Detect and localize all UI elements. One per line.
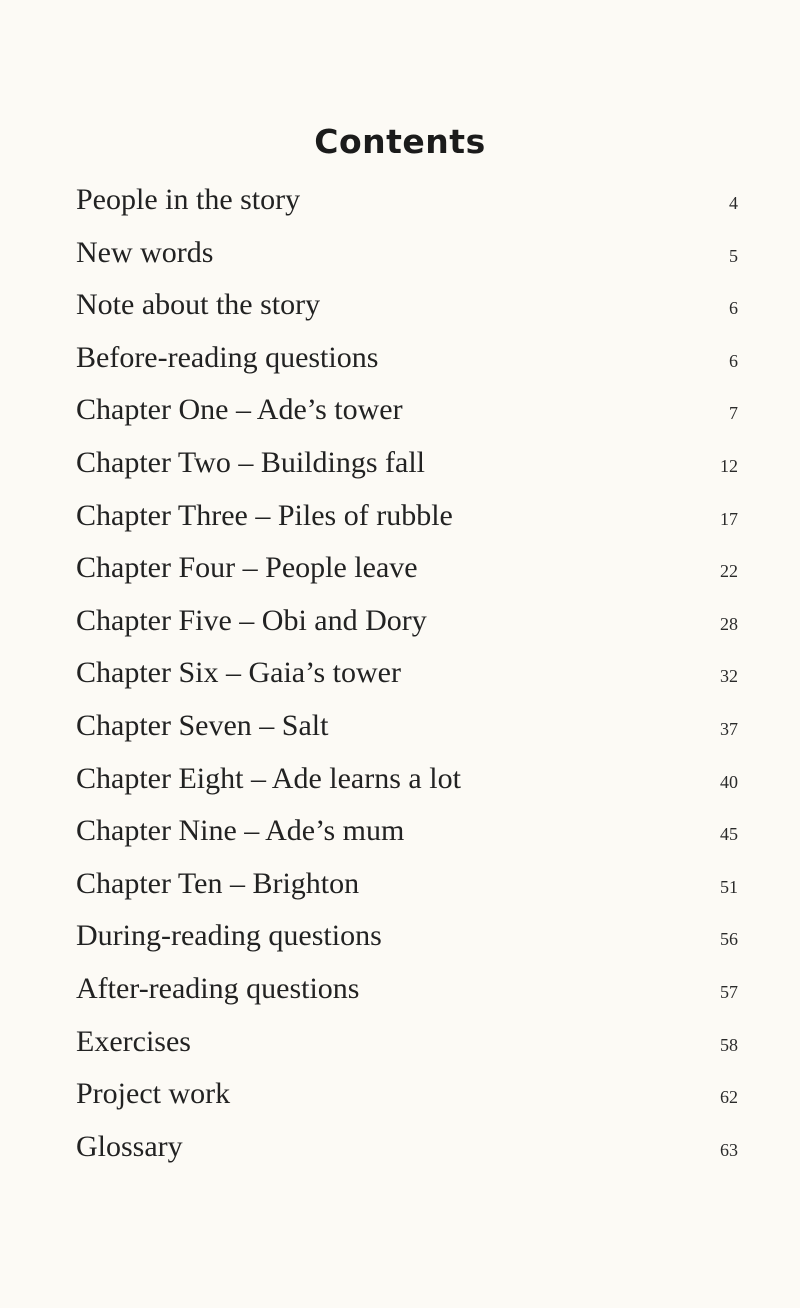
toc-entry-title: Chapter Ten – Brighton	[76, 866, 360, 900]
toc-entry-title: New words	[76, 235, 214, 269]
toc-entry-page: 4	[729, 193, 738, 213]
toc-entry-page: 7	[729, 403, 738, 424]
toc-entry[interactable]	[76, 174, 740, 227]
toc-entry-title: Chapter Two – Buildings fall	[76, 445, 425, 479]
toc-entry-page: 63	[720, 1139, 738, 1160]
toc-entry[interactable]	[76, 542, 740, 595]
toc-entry-page: 12	[720, 455, 738, 476]
toc-entry-page: 37	[720, 718, 738, 739]
toc-entry-title: Before-reading questions	[76, 340, 379, 374]
toc-entry-title: Chapter Six – Gaia’s tower	[76, 656, 401, 690]
toc-entry[interactable]	[76, 963, 740, 1016]
toc-entry[interactable]	[76, 700, 740, 753]
toc-entry-title: Chapter Nine – Ade’s mum	[76, 814, 405, 848]
toc-entry-page: 51	[720, 876, 738, 897]
toc-entry-title: Exercises	[76, 1024, 191, 1058]
toc-entry-title: Project work	[76, 1077, 231, 1111]
toc-entry[interactable]	[76, 910, 740, 963]
toc-entry-page: 62	[720, 1087, 738, 1108]
toc-entry-title: After-reading questions	[76, 971, 360, 1005]
toc-entry-page: 57	[720, 981, 738, 1002]
toc-entry[interactable]	[76, 1121, 740, 1174]
toc-entry[interactable]	[76, 1016, 740, 1069]
toc-entry-page: 56	[720, 929, 738, 950]
toc-entry-page: 32	[720, 666, 738, 687]
toc-entry-title: Glossary	[76, 1129, 183, 1163]
toc-entry-title: Chapter One – Ade’s tower	[76, 393, 403, 427]
toc-entry-page: 45	[720, 824, 738, 845]
toc-entry[interactable]	[76, 805, 740, 858]
toc-entry-page: 6	[729, 350, 738, 371]
toc-entry[interactable]	[76, 1068, 740, 1121]
table-of-contents	[76, 174, 740, 1173]
toc-entry-page: 5	[729, 245, 738, 266]
toc-entry-title: Chapter Seven – Salt	[76, 708, 329, 742]
toc-entry-title: Chapter Three – Piles of rubble	[76, 498, 453, 532]
toc-entry-title: Chapter Four – People leave	[76, 551, 418, 585]
toc-entry-title: People in the story	[76, 183, 301, 216]
toc-entry[interactable]	[76, 332, 740, 385]
page-title: Contents	[314, 122, 486, 161]
toc-entry[interactable]	[76, 227, 740, 280]
toc-entry-title: Chapter Eight – Ade learns a lot	[76, 761, 461, 795]
toc-entry[interactable]	[76, 647, 740, 700]
toc-entry[interactable]	[76, 753, 740, 806]
toc-entry-page: 22	[720, 561, 738, 582]
toc-entry[interactable]	[76, 858, 740, 911]
toc-entry[interactable]	[76, 490, 740, 543]
toc-entry-page: 58	[720, 1034, 738, 1055]
toc-entry[interactable]	[76, 384, 740, 437]
toc-entry-page: 6	[729, 298, 738, 319]
toc-entry[interactable]	[76, 437, 740, 490]
toc-entry-title: During-reading questions	[76, 919, 382, 953]
toc-entry-page: 17	[720, 508, 738, 529]
toc-entry[interactable]	[76, 279, 740, 332]
toc-entry[interactable]	[76, 595, 740, 648]
toc-entry-page: 28	[720, 613, 738, 634]
toc-entry-page: 40	[720, 771, 738, 792]
toc-entry-title: Note about the story	[76, 288, 321, 322]
toc-entry-title: Chapter Five – Obi and Dory	[76, 603, 427, 637]
